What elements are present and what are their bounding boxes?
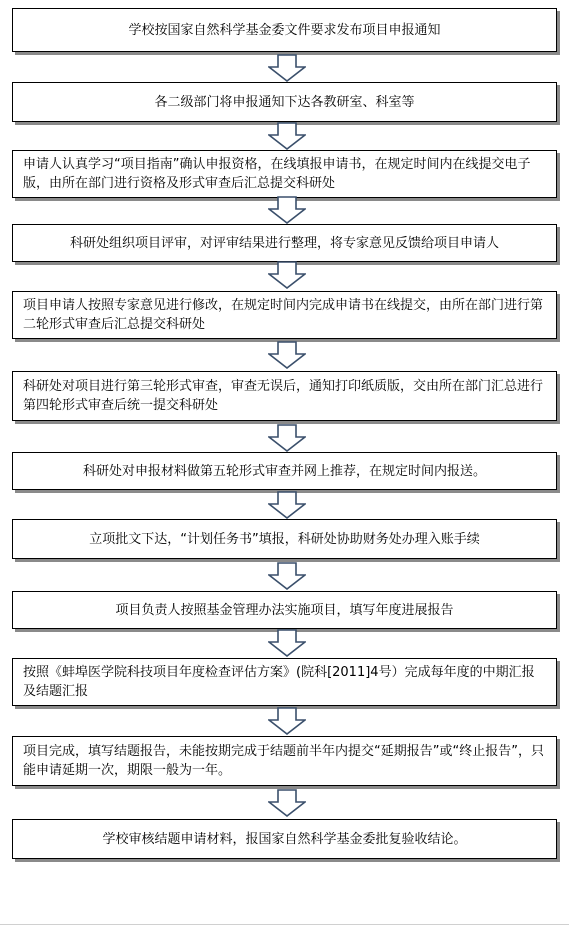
down-arrow-3	[268, 196, 306, 224]
down-arrow-7	[268, 491, 306, 519]
step-2-distribute-notice: 各二级部门将申报通知下达各教研室、科室等	[12, 82, 557, 122]
step-5-revise-submit: 项目申请人按照专家意见进行修改，在规定时间内完成申请书在线提交，由所在部门进行第二轮形式审查后汇总提交科研处	[12, 291, 557, 339]
step-9-implement-annual-report: 项目负责人按照基金管理办法实施项目，填写年度进展报告	[12, 591, 557, 629]
down-arrow-2	[268, 122, 306, 150]
step-8-approval-task-book: 立项批文下达，“计划任务书”填报，科研处协助财务处办理入账手续	[12, 519, 557, 559]
step-3-online-application: 申请人认真学习“项目指南”确认申报资格，在线填报申请书，在规定时间内在线提交电子版，由所在部门进行资格及形式审查后汇总提交科研处	[12, 150, 557, 198]
step-11-completion-report: 项目完成，填写结题报告，未能按期完成于结题前半年内提交“延期报告”或“终止报告”，只能申请延期一次，期限一般为一年。	[12, 736, 557, 786]
down-arrow-6	[268, 424, 306, 452]
down-arrow-8	[268, 562, 306, 590]
down-arrow-11	[268, 789, 306, 817]
down-arrow-9	[268, 629, 306, 657]
down-arrow-10	[268, 707, 306, 735]
step-12-final-acceptance: 学校审核结题申请材料，报国家自然科学基金委批复验收结论。	[12, 819, 557, 859]
step-1-publish-notice: 学校按国家自然科学基金委文件要求发布项目申报通知	[12, 8, 557, 52]
down-arrow-5	[268, 341, 306, 369]
step-7-fifth-review-recommend: 科研处对申报材料做第五轮形式审查并网上推荐，在规定时间内报送。	[12, 452, 557, 490]
step-10-annual-inspection: 按照《蚌埠医学院科技项目年度检查评估方案》(院科[2011]4号）完成每年度的中期汇报及结题汇报	[12, 658, 557, 706]
step-6-third-fourth-review: 科研处对项目进行第三轮形式审查，审查无误后，通知打印纸质版，交由所在部门汇总进行第四轮形式审查后统一提交科研处	[12, 371, 557, 421]
page-edge-divider	[0, 924, 569, 925]
down-arrow-1	[268, 54, 306, 82]
down-arrow-4	[268, 261, 306, 289]
step-4-project-review: 科研处组织项目评审，对评审结果进行整理，将专家意见反馈给项目申请人	[12, 224, 557, 262]
